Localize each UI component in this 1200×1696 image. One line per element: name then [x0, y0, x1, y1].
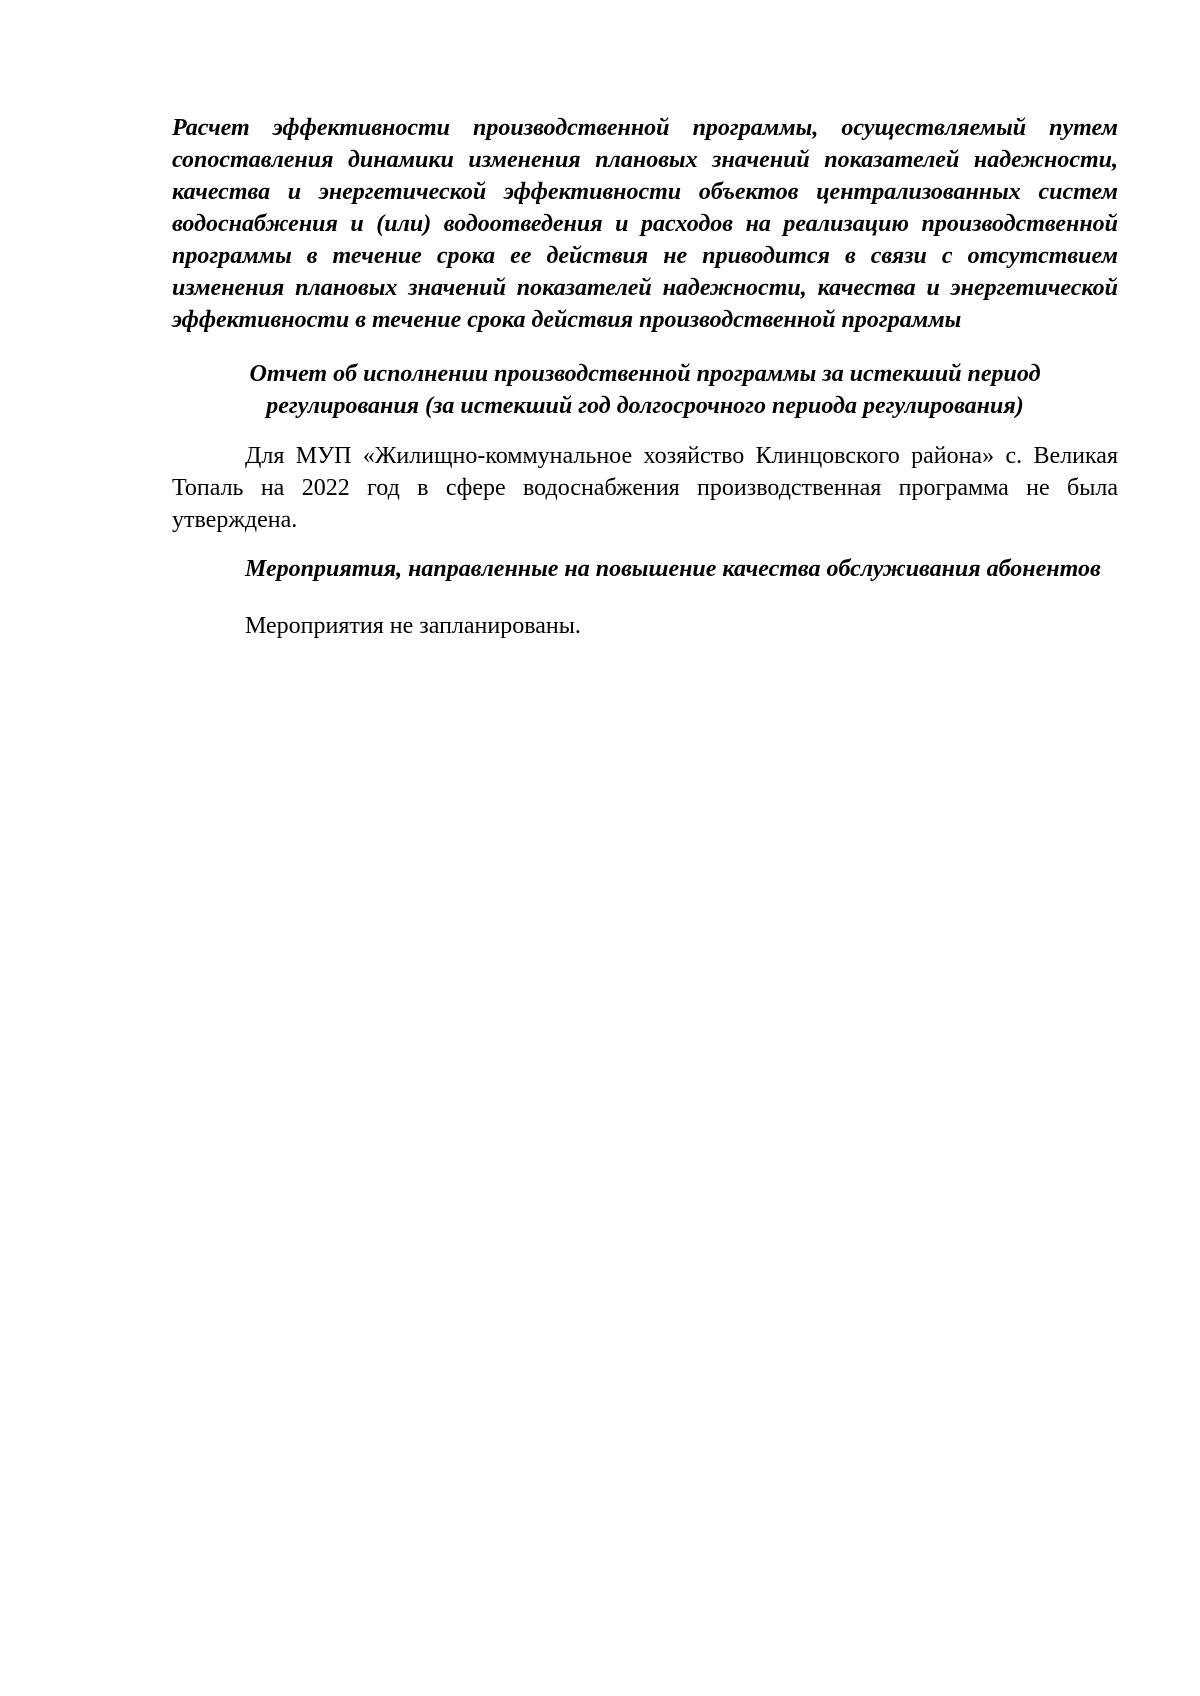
report-heading [172, 358, 1118, 422]
report-body-line: Для МУП «Жилищно-коммунальное хозяйство Клинцовского района» с. Великая [245, 443, 1118, 469]
report-body-paragraph [172, 440, 1118, 536]
report-body-line: утверждена. [172, 507, 298, 533]
measures-body [172, 610, 1118, 642]
efficiency-note-paragraph [172, 112, 1118, 336]
efficiency-note-line: изменения плановых значений показателей надежности, качества и энергетической [172, 275, 1118, 301]
efficiency-note-line: качества и энергетической эффективности объектов централизованных систем [172, 179, 1118, 205]
measures-heading-text: Мероприятия, направленные на повышение качества обслуживания абонентов [245, 556, 1101, 582]
efficiency-note-line: программы в течение срока ее действия не приводится в связи с отсутствием [172, 243, 1118, 269]
measures-body-text: Мероприятия не запланированы. [245, 613, 581, 639]
efficiency-note-line: водоснабжения и (или) водоотведения и расходов на реализацию производственной [172, 211, 1118, 237]
measures-heading [172, 553, 1118, 585]
report-heading-line: регулирования (за истекший год долгосрочного периода регулирования) [266, 393, 1024, 419]
efficiency-note-line: эффективности в течение срока действия производственной программы [172, 307, 962, 333]
efficiency-note-line: Расчет эффективности производственной программы, осуществляемый путем [172, 115, 1118, 141]
efficiency-note-line: сопоставления динамики изменения плановых значений показателей надежности, [172, 147, 1118, 173]
report-body-line: Топаль на 2022 год в сфере водоснабжения производственная программа не была [172, 475, 1118, 501]
report-heading-line: Отчет об исполнении производственной программы за истекший период [249, 361, 1041, 387]
